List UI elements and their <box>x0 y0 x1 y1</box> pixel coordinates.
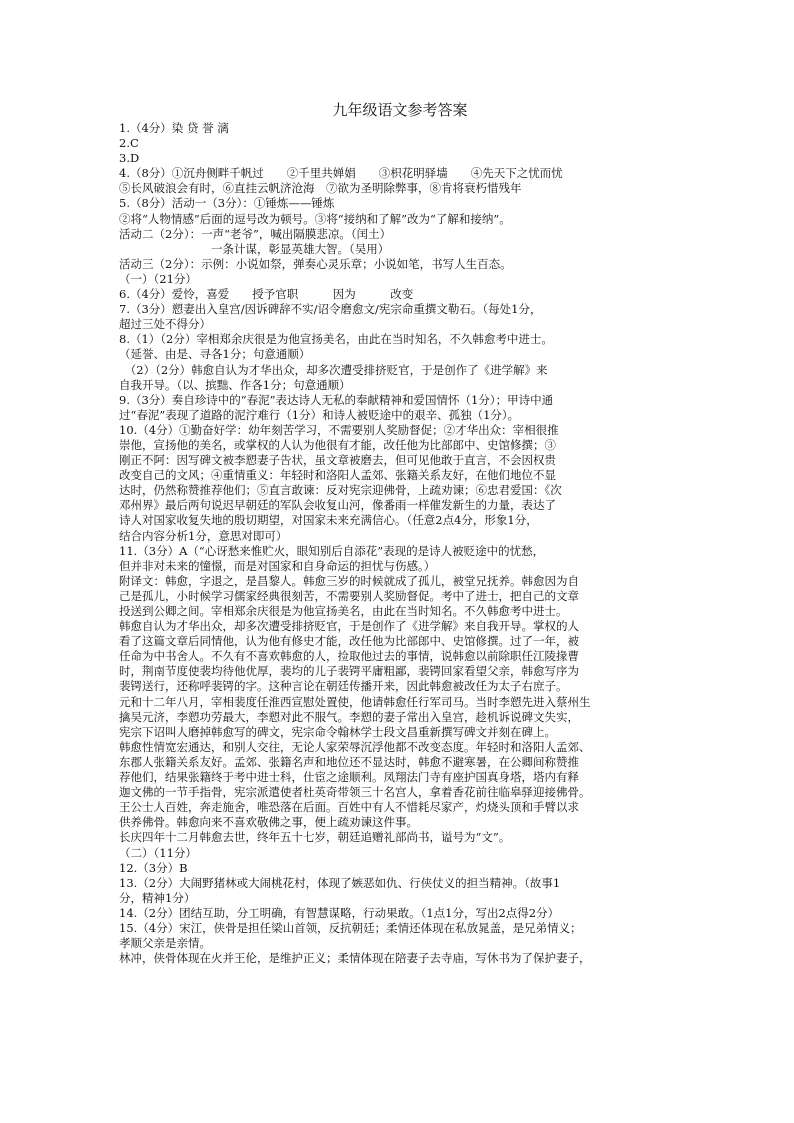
answer-line: ⑤长风破浪会有时，⑥直挂云帆济沧海 ⑦欲为圣明除弊事，⑧肯将衰朽惜残年 <box>119 181 522 196</box>
answer-line: 迦文佛的一节手指骨，宪宗派遣使者杜英奇带领三十名宫人，拿着香花前往临皋驿迎接佛骨。 <box>119 785 591 800</box>
answer-line: 13.（2分）大闹野猪林或大闹桃花村，体现了嫉恶如仇、行侠仗义的担当精神。（故事1 <box>119 875 561 890</box>
answer-line: 6.（4分）爱怜，喜爱 授予官职 因为 改变 <box>119 287 414 302</box>
answer-line: 改变自己的文风；④重情重义：年轻时和洛阳人孟郊、张籍关系友好，在他们地位不显 <box>119 468 556 483</box>
answer-line: 荐他们，结果张籍终于考中进士科，仕宦之途顺利。凤翔法门寺有座护国真身塔，塔内有释 <box>119 770 579 785</box>
answer-line: 裴锷送行，还称呼裴锷的字。这种言论在朝廷传播开来，因此韩愈被改任为太子右庶子。 <box>119 679 568 694</box>
answer-line: 3.D <box>119 151 140 166</box>
answer-line: 12.（3分）B <box>119 860 188 875</box>
answer-line: 元和十二年八月，宰相裴度任淮西宣慰处置使，他请韩愈任行军司马。当时李愬先进入蔡州生 <box>119 694 591 709</box>
answer-line: （二）（11分） <box>119 845 197 860</box>
answer-line: 孝顺父亲是亲情。 <box>119 936 211 951</box>
answer-line: 王公士人百姓，奔走施舍，唯恐落在后面。百姓中有人不惜耗尽家产，灼烧头顶和手臂以求 <box>119 800 579 815</box>
answer-line: 宪宗下诏叫人磨掉韩愈写的碑文，宪宗命令翰林学士段文昌重新撰写碑文并刻在碑上。 <box>119 724 556 739</box>
answer-line: 5.（8分）活动一（3分）：①锤炼——锤炼 <box>119 196 335 211</box>
answer-line: 活动三（2分）：示例：小说如祭，弹奏心灵乐章；小说如笔，书写人生百态。 <box>119 256 512 271</box>
answer-line: 15.（4分）宋江，侠骨是担任梁山首领，反抗朝廷；柔情还体现在私放晁盖，是兄弟情义； <box>119 920 582 935</box>
answer-line: 8.（1）（2分）宰相郑余庆很是为他宣扬美名，由此在当时知名，不久韩愈考中进士。 <box>119 332 553 347</box>
answer-line: 一条计谋，彰显英雄大智。（吴用） <box>119 241 390 256</box>
answer-line: 自我开导。（以、摈黜、作各1分；句意通顺） <box>119 377 351 392</box>
answer-line: 看了这篇文章后同情他，认为他有修史才能，改任他为比部郎中、史馆修撰。过了一年，被 <box>119 634 579 649</box>
answer-line: 供养佛骨。韩愈向来不喜欢敬佛之事，便上疏劝谏这件事。 <box>119 815 418 830</box>
answer-line: ②将“人物情感”后面的逗号改为顿号。③将“接纳和了解”改为“了解和接纳”。 <box>119 211 511 226</box>
answer-line: 过“春泥”表现了道路的泥泞难行（1分）和诗人被贬途中的艰辛、孤独（1分）。 <box>119 407 520 422</box>
answer-line: 投送到公卿之间。宰相郑余庆很是为他宣扬美名，由此在当时知名。不久韩愈考中进士。 <box>119 604 568 618</box>
answer-line: 刚正不阿：因写碑文被李愬妻子告状，虽文章被磨去，但可见他敢于直言，不会因权贵 <box>119 453 556 468</box>
answer-line: 超过三处不得分） <box>119 317 211 332</box>
answer-line: 东郡人张籍关系友好。孟郊、张籍名声和地位还不显达时，韩愈不避寒暑，在公卿间称赞推 <box>119 754 579 769</box>
answer-line: 任命为中书舍人。不久有不喜欢韩愈的人，捡取他过去的事情，说韩愈以前除职任江陵掾曹 <box>119 649 579 664</box>
answer-line: 韩愈自认为才华出众，却多次遭受排挤贬官，于是创作了《进学解》来自我开导。掌权的人 <box>119 619 579 634</box>
answer-line: 结合内容分析1分，意思对即可） <box>119 528 288 543</box>
answer-line: 邓州界》最后两句说迟早朝廷的军队会收复山河，像番雨一样催发新生的力量，表达了 <box>119 498 556 513</box>
answer-line: 4.（8分）①沉舟侧畔千帆过 ②千里共婵娟 ③枳花明驿墙 ④先天下之忧而忧 <box>119 166 563 181</box>
answer-line: 但并非对未来的憧憬，而是对国家和自身命运的担忧与伤感。） <box>119 558 436 573</box>
answer-line: 长庆四年十二月韩愈去世，终年五十七岁，朝廷追赠礼部尚书，谥号为“文”。 <box>119 830 511 845</box>
answer-line: 诗人对国家收复失地的殷切期望，对国家未来充满信心。（任意2点4分，形象1分， <box>119 513 538 528</box>
answer-line: 韩愈性情宽宏通达，和别人交往，无论人家荣辱沉浮他都不改变态度。年轻时和洛阳人孟郊、 <box>119 739 591 754</box>
answer-line: 1.（4分）染 贷 誉 漓 <box>119 121 229 135</box>
answer-line: 附译文：韩愈，字退之，是昌黎人。韩愈三岁的时候就成了孤儿，被堂兄抚养。韩愈因为自 <box>119 573 579 588</box>
answer-line: （2）（2分）韩愈自认为才华出众，却多次遭受排挤贬官，于是创作了《进学解》来 <box>119 362 548 377</box>
answer-line: 14.（2分）团结互助，分工明确，有智慧谋略，行动果敢。（1点1分，写出2点得2分） <box>119 905 560 920</box>
answer-line: 分，精神1分） <box>119 890 196 905</box>
answer-lines <box>119 121 681 966</box>
answer-line: 9.（3分）奏自珍诗中的“春泥”表达诗人无私的奉献精神和爱国情怀（1分）；甲诗中通 <box>119 392 554 407</box>
answer-line: 己是孤儿，小时候学习儒家经典很刻苦，不需要别人奖励督促。考中了进士，把自己的文章 <box>119 588 579 603</box>
answer-line: 7.（3分）愬妻出入皇宫/因诉碑辞不实/诏令磨愈文/宪宗命重撰文勒石。（每处1分， <box>119 302 542 317</box>
document-body <box>119 100 681 966</box>
answer-line: （一）（21分） <box>119 271 197 286</box>
answer-line: 10.（4分）①勤奋好学：幼年刻苦学习，不需要别人奖励督促；②才华出众：宰相很推 <box>119 422 559 437</box>
answer-line: 2.C <box>119 136 139 151</box>
answer-line: 时，荆南节度使裴均待他优厚，裴均的儿子裴锷平庸粗鄙，裴锷回家看望父亲，韩愈写序为 <box>119 664 579 679</box>
answer-line: 11.（3分）A（“心讶愁来惟贮火，眼知别后自添花”表现的是诗人被贬途中的忧愁， <box>119 543 545 558</box>
answer-line: （延誉、由是、寻各1分；句意通顺） <box>119 347 311 362</box>
answer-line: 擒吴元济，李愬功劳最大，李愬对此不服气。李愬的妻子常出入皇宫，趁机诉说碑文失实， <box>119 709 579 724</box>
document-title: 九年级语文参考答案 <box>332 101 468 119</box>
answer-line: 达时，仍然称赞推荐他们；⑤直言敢谏：反对宪宗迎佛骨，上疏劝谏；⑥忠君爱国：《次 <box>119 483 562 498</box>
answer-line: 林冲，侠骨体现在火并王伦，是维护正义；柔情体现在陪妻子去寺庙，写休书为了保护妻子， <box>119 951 591 966</box>
answer-line: 崇他，宣扬他的美名，或掌权的人认为他很有才能，改任他为比部郎中、史馆修撰；③ <box>119 437 556 452</box>
answer-line: 活动二（2分）：一声“老爷”，喊出隔膜悲凉。（闰土） <box>119 226 392 241</box>
